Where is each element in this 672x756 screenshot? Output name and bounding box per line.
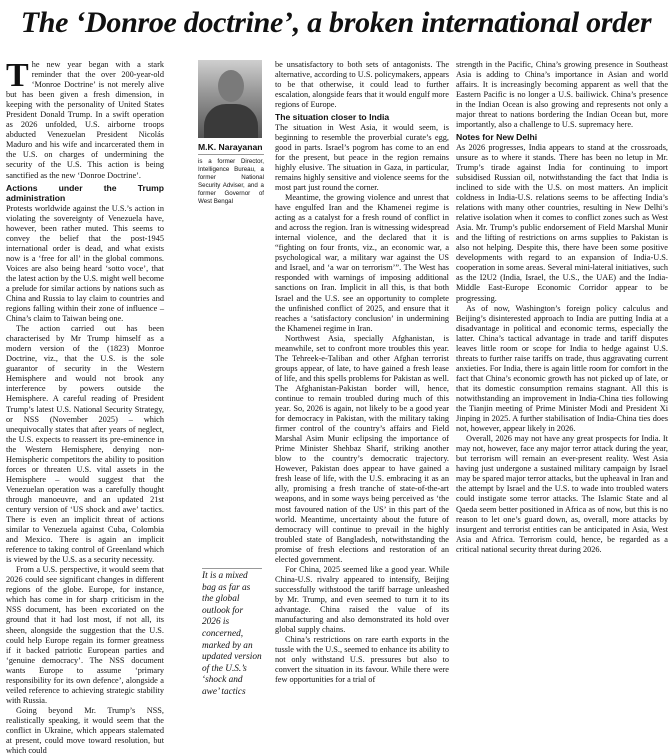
article-column-3 [275,60,449,688]
author-bio: is a former Director, Intelligence Bureau, a former National Security Adviser, and a former Governor of West Bengal [198,158,264,206]
pull-quote: It is a mixed bag as far as the global outlook for 2026 is concerned, marked by an updated version of the U.S.’s ‘shock and awe’ tactics [202,568,262,699]
paragraph: Overall, 2026 may not have any great prospects for India. It may not, however, face any major terror attack during the year, but terrorism will remain an ever-present reality. West Asia having just undergone a sustained military campaign by Israel may be spared major terror attacks, but the upheaval in Iran and the attempt by Israel and the U.S. to wade into troubled waters could instigate some terror attacks. The Islamic State and al Qaeda seem better positioned in Africa as of now, but this is no reason to let one’s guard down, as, overall, more attacks by insurgent and terrorist entities can be anticipated in Asia, West Asia and Africa. Terrorism could, hence, be regarded as a critical national security threat during 2026. [456,434,668,554]
paragraph: Meantime, the growing violence and unrest that have engulfed Iran and the Khamenei regime is acting as a catalyst for a fresh round of conflict in and across the region. Iran is witnessing widespread internal violence, and the declared that it is “fighting on four fronts, viz., an economic war, a psychological war, a military war against the US and Israel, and ‘a war on terrorism’”. The West has responded with warnings of imposing additional sanctions on Iran. Implicit in all this, is that both Israel and the U.S. see an opportunity to complete the unfinished conflict of 2025, and ensure that it reaches a ‘satisfactory conclusion’ in undermining the Khamenei regime in Iran. [275,193,449,333]
article-column-4 [456,60,668,688]
paragraph: be unsatisfactory to both sets of antagonists. The alternative, according to U.S. policymakers, appears to be that otherwise, it could lead to further escalation, alongside fears that it would engulf more regions of Europe. [275,60,449,110]
paragraph: The action carried out has been characterised by Mr Trump himself as a modern version of the (1823) Monroe Doctrine, viz., that the U.S. is the sole guarantor of security in the Western Hemisphere and would not brook any interference by powers outside the Hemisphere. A careful reading of President Trump’s latest U.S. National Security Strategy, or NSS (November 2025) – which unequivocally states that after years of neglect, the U.S. expects to reassert its pre-eminence in the Western Hemisphere, denying non-Hemispheric competitors the ability to position forces or threaten U.S. vital assets in the Hemisphere – would suggest that the Venezuelan operation was a carefully thought through manoeuvre, and an updated 21st century version of ‘US shock and awe’ tactics. There is even an implicit threat of actions similar to Venezuela against Cuba, Colombia and Mexico. There is again an implicit reference to taking control of Greenland which is viewed by the U.S. as a security necessity. [6,324,164,565]
author-photo [198,60,262,138]
headline: The ‘Donroe doctrine’, a broken international order [20,6,652,39]
paragraph: The situation in West Asia, it would seem, is beginning to resemble the proverbial curate’s egg, good in parts. Israel’s pogrom has come to an end for the present, but peace in the region remains highly elusive. The situation in Gaza, in particular, remains highly sensitive and violence seems for the most part just round the corner. [275,122,449,193]
author-name: M.K. Narayanan [198,142,264,155]
article-column-1 [6,57,164,756]
paragraph: Northwest Asia, specially Afghanistan, is meanwhile, set to confront more troubles this year. The Tehreek-e-Taliban and other Afghan terrorist groups appear, of late, to have gained a fresh lease of life, and this spells problems for Pakistan as well. The Afghanistan-Pakistan border will, hence, continue to remain troubled during much of this year. So, 2026 is again, not likely to be a good year for democracy in Pakistan, with the military taking firmer control of the country’s affairs and Field Marshal Asim Munir eclipsing the importance of Prime Minister Shehbaz Sharif, striking another blow to the country’s democratic trajectory. However, Pakistan does appear to have gained a fresh lease of life, with the U.S. embracing it as an ally, promising a fresh tranche of state-of-the-art weapons, and in some ways being perceived as ‘the most favoured nation of the US’ in this part of the world. Meantime, uncertainty about the future of democracy will continue to prevail in the highly troubled state of Bangladesh, notwithstanding the promise of fresh elections and restoration of an elected government. [275,333,449,564]
paragraph: The new year began with a stark reminder that the over 200-year-old ‘Monroe Doctrine’ is not merely alive but has been given a fresh dimension, in keeping with the personality of United States President Donald Trump. In a swift operation as 2026 unfolded, U.S. airborne troops abducted Venezuelan President Nicolás Maduro and his wife and incarcerated them in the U.S. on charges of undermining the security of the U.S. This action is being sanctified as the new ‘Donroe Doctrine’. [6,57,164,180]
subheading: The situation closer to India [275,112,390,123]
paragraph: From a U.S. perspective, it would seem that 2026 could see significant changes in different regions of the globe. Europe, for instance, which has come in for sharp criticism in the NSS document, has been excoriated on the ground that it had lost most, if not all, its sheen, alongside the suggestion that the U.S. could help Europe regain its former greatness if it backed patriotic European parties and ‘genuine democracy’. The NSS document wants Europe to assume ‘primary responsibility for its own defence’, alongside a veiled reference to achieving strategic stability with Russia. [6,565,164,705]
paragraph: strength in the Pacific, China’s growing presence in Southeast Asia is adding to China’s importance in Asian and world affairs. It is increasingly becoming apparent as well that the Eastern Pacific is no longer a U.S. bailiwick. China’s presence in the Indian Ocean is also growing and represents not only a major threat to nations bordering the Indian Ocean but, more importantly, also a challenge to U.S. supremacy here. [456,60,668,130]
paragraph: Going beyond Mr. Trump’s NSS, realistically speaking, it would seem that the conflict in Ukraine, which appears stalemated at present, could move toward resolution, but which could [6,705,164,756]
drop-cap: T [6,57,29,94]
paragraph: China’s restrictions on rare earth exports in the tussle with the U.S., seemed to enhance its ability to not only withstand U.S. pressures but also to convert the situation in its favour. While there were few opportunities for a trial of [275,635,449,685]
paragraph: As 2026 progresses, India appears to stand at the crossroads, unsure as to where it stands. There has been no letup in Mr. Trump’s tirade against India for continuing to import subsidised Russian oil, notwithstanding the fact that India is inclined to side with the U.S. on most matters. An implicit coldness in India-U.S. relations seems to be affecting India’s relations with many other countries, resulting in New Delhi’s relative isolation when it comes to conflict zones such as West Asia. Mr. Trump’s public endorsement of Field Marshal Munir and the lifting of restrictions on arms supplies to Pakistan is also not helping. Despite this, there have been some positive developments with regard to an expansion of India-U.S. cooperation in some areas. Several mini-lateral initiatives, such as the I2U2 (India, Israel, the U.S., the UAE) and the India-Middle East-Europe Economic Corridor appear to be progressing. [456,142,668,303]
subheading: Actions under the Trump administration [6,182,164,204]
paragraph: As of now, Washington’s foreign policy calculus and Beijing’s disinterested approach to India are putting India at a disadvantage in political and economic terms, especially the latter. China’s tactical advantage in trade and tariff disputes leaves little room or scope for India to hedge against U.S. threats to further raise tariffs on trade, thus aggravating current anxieties. For India, there is again little room for comfort in the fact that China’s economic growth has not picked up of late, or that its domestic consumption remains stagnant. All this is notwithstanding an improvement in India-China ties following the Tianjin meeting of Prime Minister Modi and President Xi Jinping in 2025. A further stabilisation of India-China ties does not, however, appear likely in 2026. [456,303,668,434]
subheading: Notes for New Delhi [456,132,538,143]
paragraph: Protests worldwide against the U.S.’s action in violating the sovereignty of Venezuela have, however, been rather muted. This seems to convey the belief that the post-1945 international order is dead, and what exists now is a ‘free for all’ in the global commons. Voices are also being heard ‘sotto voce’, that the latest action by the U.S. might well become a prelude for similar actions by nations such as China and Russia to lay claim to countries and regions falling within their zone of influence – China’s claim to Taiwan being one. [6,203,164,324]
paragraph: For China, 2025 seemed like a good year. While China-U.S. rivalry appeared to intensify, Beijing successfully withstood the tariff barrage unleashed by Mr. Trump, and even seemed to turn it to its advantage. China raised the value of its manufacturing and also demonstrated its hold over global supply chains. [275,564,449,635]
